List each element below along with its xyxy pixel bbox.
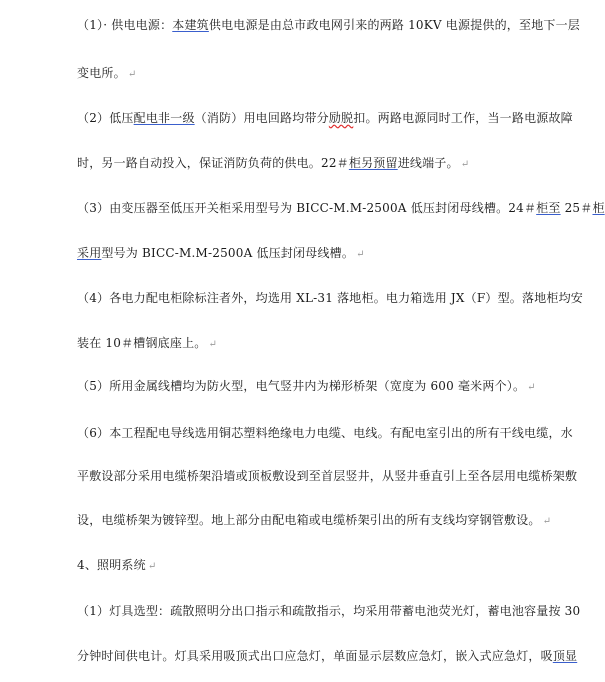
text-line (77, 603, 580, 619)
grammar-underlined-text: 柜至 (536, 201, 561, 215)
grammar-underlined-text: 采用 (77, 246, 102, 260)
text-line (77, 290, 583, 306)
text-line (77, 65, 136, 83)
paragraph-mark-icon: ↵ (356, 249, 365, 260)
paragraph-mark-icon: ↵ (147, 561, 157, 572)
text-run: （6）本工程配电导线选用铜芯塑料绝缘电力电缆、电线。有配电室引出的所有干线电缆，水 (77, 426, 573, 440)
text-run: 进线端子。 (397, 156, 459, 170)
text-line (77, 335, 217, 353)
text-run: 供电电源是由总市政电网引来的两路 10KV 电源提供的，至地下一层 (208, 18, 581, 32)
text-line (77, 468, 577, 484)
text-line (77, 557, 156, 575)
text-run: 平敷设部分采用电缆桥架沿墙或顶板敷设到至首层竖井，从竖井垂直引上至各层用电缆桥架敷 (77, 469, 578, 483)
text-run: 4、照明系统 (77, 558, 146, 572)
paragraph-mark-icon: ↵ (527, 382, 536, 393)
spellcheck-underlined-text: 励脱 (328, 111, 354, 125)
text-run: 扣。两路电源同时工作，当一路电源故障 (353, 111, 573, 125)
text-run: 变电所。 (77, 66, 126, 80)
text-run: 设，电缆桥架为镀锌型。地上部分由配电箱或电缆桥架引出的所有支线均穿钢管敷设。 (77, 513, 541, 527)
text-line (77, 110, 573, 126)
grammar-underlined-text: 柜另预留 (348, 156, 398, 170)
text-run: （1）· 供电电源： (77, 18, 173, 32)
paragraph-mark-icon: ↵ (460, 159, 470, 170)
text-line (77, 245, 365, 263)
text-run: 分钟时间供电计。灯具采用吸顶式出口应急灯，单面显示层数应急灯，嵌入式应急灯，吸 (77, 649, 553, 663)
text-run: 装在 10＃槽钢底座上。 (77, 336, 207, 350)
text-run: （2）低压 (77, 111, 134, 125)
text-line (77, 378, 536, 396)
grammar-underlined-text: 柜 (592, 201, 605, 215)
text-run: （4）各电力配电柜除标注者外，均选用 XL-31 落地柜。电力箱选用 JX（F）型。落地柜均安 (77, 291, 583, 305)
text-line (77, 155, 469, 173)
text-run: 时，另一路自动投入，保证消防负荷的供电。22＃ (77, 156, 349, 170)
grammar-underlined-text: 配电非一级 (133, 111, 195, 125)
text-run: 型号为 BICC-M.M-2500A 低压封闭母线槽。 (101, 246, 355, 260)
text-line (77, 512, 551, 530)
text-run: 25＃ (560, 201, 593, 215)
text-line (77, 425, 573, 441)
paragraph-mark-icon: ↵ (127, 69, 137, 80)
text-line (77, 200, 605, 216)
text-run: （消防）用电回路均带分 (194, 111, 329, 125)
grammar-underlined-text: 顶显 (552, 649, 578, 663)
text-run: （1）灯具选型：疏散照明分出口指示和疏散指示，均采用带蓄电池荧光灯，蓄电池容量按 30 (77, 604, 581, 618)
text-run: （5）所用金属线槽均为防火型，电气竖井内为梯形桥架（宽度为 600 毫米两个）。 (77, 379, 526, 393)
text-line (77, 648, 577, 664)
text-run: （3）由变压器至低压开关柜采用型号为 BICC-M.M-2500A 低压封闭母线槽。24＃ (77, 201, 537, 215)
paragraph-mark-icon: ↵ (208, 339, 218, 350)
text-line (77, 17, 580, 33)
paragraph-mark-icon: ↵ (542, 516, 552, 527)
grammar-underlined-text: 本建筑 (172, 18, 209, 32)
